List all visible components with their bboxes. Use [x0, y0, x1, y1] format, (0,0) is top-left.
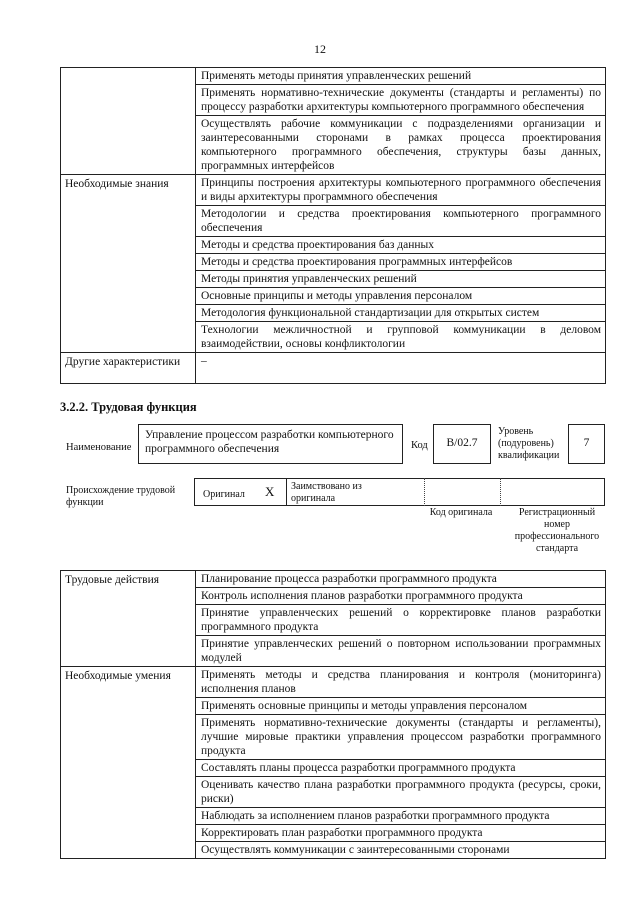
list-item: Осуществлять рабочие коммуникации с подразделениями организации и заинтересованными сторонами в рамках процесса проектирования компьютерного программного обеспечения, структуры базы данных, программных интерфейсов	[201, 118, 601, 172]
list-item: Применять основные принципы и методы управления персоналом	[196, 698, 605, 715]
list-item: Применять методы принятия управленческих решений	[196, 68, 605, 85]
table-row	[61, 667, 606, 859]
row-label: Трудовые действия	[61, 571, 196, 667]
code-caption: Код оригинала	[429, 507, 493, 518]
function-code: B/02.7	[433, 424, 491, 464]
row-label: Необходимые знания	[61, 175, 196, 353]
row-label	[61, 68, 196, 175]
name-label: Наименование	[66, 442, 132, 453]
list-item: Методы и средства проектирования баз данных	[196, 237, 605, 254]
qualification-level: 7	[568, 424, 605, 464]
list-item: Методологии и средства проектирования компьютерного программного обеспечения	[196, 206, 605, 237]
list-item: Корректировать план разработки программного продукта	[196, 825, 605, 842]
row-label: Необходимые умения	[61, 667, 196, 859]
list-item: Применять нормативно-технические документы (стандарты и регламенты) по процессу разработки архитектуры компьютерного программного обеспечения	[196, 85, 605, 116]
list-item: –	[201, 355, 207, 367]
list-item: Наблюдать за исполнением планов разработки программного продукта	[196, 808, 605, 825]
table-row	[61, 175, 606, 353]
list-item: Составлять планы процесса разработки программного продукта	[196, 760, 605, 777]
divider	[500, 478, 501, 506]
borrowed-label: Заимствовано из оригинала	[291, 481, 362, 504]
origin-label: Происхождение трудовой функции	[66, 485, 176, 508]
competency-table-2	[60, 570, 606, 859]
page-number: 12	[314, 42, 326, 56]
function-name: Управление процессом разработки компьютерного программного обеспечения	[138, 424, 403, 464]
list-item: Принятие управленческих решений о повторном использовании программных модулей	[201, 638, 601, 664]
list-item: Методы и средства проектирования программных интерфейсов	[196, 254, 605, 271]
competency-table-1	[60, 67, 606, 384]
code-label: Код	[411, 440, 428, 451]
list-item: Контроль исполнения планов разработки программного продукта	[196, 588, 605, 605]
original-mark: X	[265, 484, 275, 499]
table-row	[61, 571, 606, 667]
list-item: Планирование процесса разработки программного продукта	[196, 571, 605, 588]
list-item: Применять методы и средства планирования и контроля (мониторинга) исполнения планов	[196, 667, 605, 698]
list-item: Принципы построения архитектуры компьютерного программного обеспечения и виды архитектуры программного обеспечения	[196, 175, 605, 206]
list-item: Методы принятия управленческих решений	[196, 271, 605, 288]
level-label: Уровень (подуровень) квалификации	[498, 426, 560, 461]
list-item: Методология функциональной стандартизации для открытых систем	[196, 305, 605, 322]
list-item: Основные принципы и методы управления персоналом	[196, 288, 605, 305]
list-item: Технологии межличностной и групповой коммуникации в деловом взаимодействии, основы конфликтологии	[201, 324, 601, 350]
reg-caption: Регистрационный номер профессионального стандарта	[514, 507, 600, 554]
table-row	[61, 353, 606, 384]
section-heading: 3.2.2. Трудовая функция	[60, 400, 197, 414]
table-row	[61, 68, 606, 175]
divider	[424, 478, 425, 506]
list-item: Осуществлять коммуникации с заинтересованными сторонами	[201, 844, 510, 856]
list-item: Оценивать качество плана разработки программного продукта (ресурсы, сроки, риски)	[196, 777, 605, 808]
divider	[286, 478, 287, 506]
list-item: Применять нормативно-технические документы (стандарты и регламенты), лучшие мировые практики управления процессом разработки программного продукта	[196, 715, 605, 760]
list-item: Принятие управленческих решений о корректировке планов разработки программного продукта	[196, 605, 605, 636]
origin-box	[194, 478, 605, 506]
row-label: Другие характеристики	[61, 353, 196, 384]
original-label: Оригинал	[203, 489, 245, 500]
